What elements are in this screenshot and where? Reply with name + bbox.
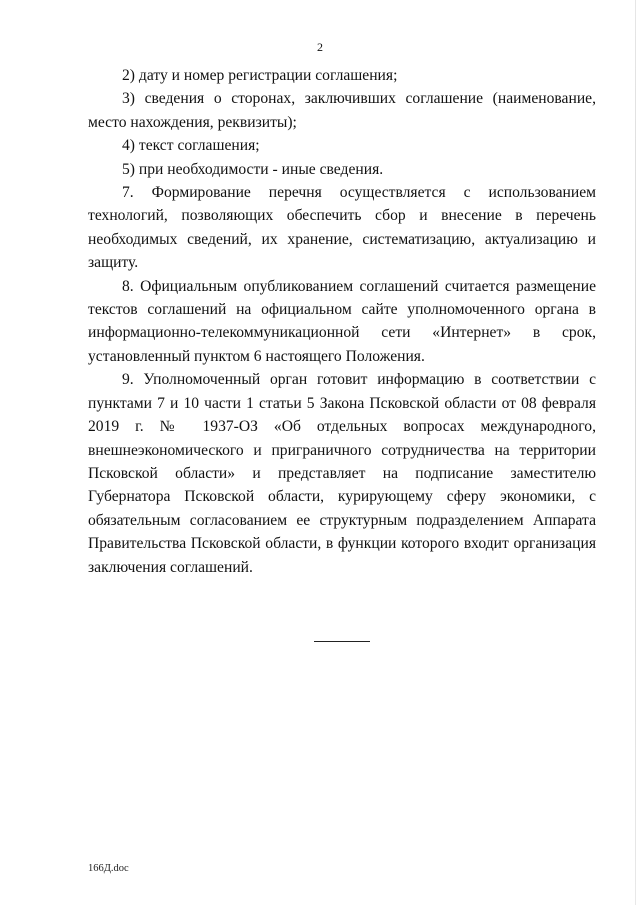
page-number: 2 — [317, 40, 323, 54]
closing-rule — [314, 641, 370, 642]
paragraph-item-3: 3) сведения о сторонах, заключивших соглашение (наименование, место нахождения, реквизиты); — [88, 90, 596, 131]
footer-file-code: 166Д.doc — [88, 863, 129, 874]
document-body — [88, 64, 596, 579]
paragraph-clause-9: 9. Уполномоченный орган готовит информацию в соответствии с пунктами 7 и 10 части 1 статьи 5 Закона Псковской области от 08 февраля 2019 г. № 1937-ОЗ «Об отдельных вопросах международного, внешнеэкономического и приграничного сотрудничества на территории Псковской области» и представляет на подписание заместителю Губернатора Псковской области, курирующему сферу экономики, с обязательным согласованием ее структурным подразделением Аппарата Правительства Псковской области, в функции которого входит организация заключения соглашений. — [88, 371, 596, 576]
paragraph-clause-7: 7. Формирование перечня осуществляется с использованием технологий, позволяющих обеспечить сбор и внесение в перечень необходимых сведений, их хранение, систематизацию, актуализацию и защиту. — [88, 184, 596, 272]
scan-edge — [635, 0, 636, 905]
paragraph-clause-8: 8. Официальным опубликованием соглашений считается размещение текстов соглашений на официальном сайте уполномоченного органа в информационно-телекоммуникационной сети «Интернет» в срок, установленный пунктом 6 настоящего Положения. — [88, 277, 596, 365]
paragraph-item-5: 5) при необходимости - иные сведения. — [122, 160, 384, 178]
paragraph-item-4: 4) текст соглашения; — [122, 137, 260, 155]
paragraph-item-2: 2) дату и номер регистрации соглашения; — [122, 67, 398, 84]
